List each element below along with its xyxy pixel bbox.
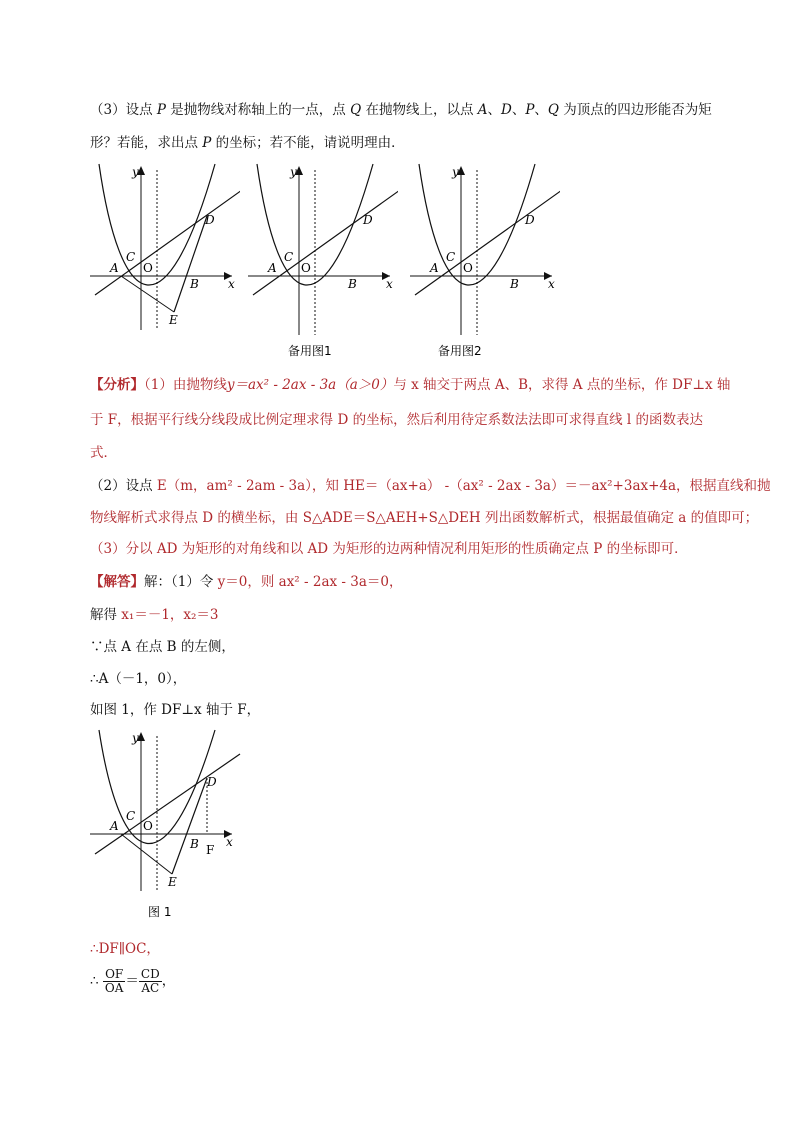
svg-text:y: y (290, 165, 297, 179)
analysis-line-3: 式． (90, 445, 117, 461)
caption-backup-1: 备用图1 (288, 344, 332, 358)
svg-text:D: D (363, 213, 373, 227)
analysis-line-6: （3）分以 AD 为矩形的对角线和以 AD 为矩形的边两种情况利用矩形的性质确定点 P 的坐标即可． (90, 541, 688, 557)
svg-text:x: x (386, 277, 393, 291)
caption-figure-1: 图 1 (148, 905, 172, 919)
svg-text:A: A (268, 261, 277, 275)
analysis-line-1: 【分析】（1）由抛物线y＝ax² - 2ax - 3a（a＞0）与 x 轴交于两点 A、B，求得 A 点的坐标，作 DF⊥x 轴 (90, 377, 731, 393)
svg-text:y: y (452, 165, 459, 179)
svg-text:C: C (446, 250, 456, 264)
solution-line-2: 解得 x₁＝－1，x₂＝3 (90, 607, 219, 623)
solution-line-7: ∴ $\frac{OF}{OA}$ ＝ $\frac{CD}{AC}$ ， (90, 967, 176, 995)
solution-line-3: ∵点 A 在点 B 的左侧， (90, 639, 235, 655)
solution-heading: 【解答】 (90, 574, 144, 590)
fraction-cd-ac: $\frac{CD}{AC}$ (140, 967, 160, 995)
figure-1 (90, 726, 250, 926)
point-d-label: D (205, 213, 215, 227)
analysis-heading: 【分析】 (90, 377, 144, 393)
svg-text:E: E (168, 875, 177, 889)
figure-backup-1 (248, 160, 398, 360)
svg-text:O: O (463, 261, 473, 275)
svg-text:x: x (226, 835, 233, 849)
point-a-label: A (110, 261, 119, 275)
analysis-line-4: （2）设点 E（m，am² - 2am - 3a），知 HE＝（ax+a） -（ax² - 2ax - 3a）＝－ax²+3ax+4a，根据直线和抛 (90, 478, 771, 494)
question-3-line-1: （3）设点 P 是抛物线对称轴上的一点，点 Q 在抛物线上，以点 A、D、P、Q 为顶点的四边形能否为矩 (90, 102, 712, 118)
y-axis-label: y (132, 165, 139, 179)
point-c-label: C (126, 250, 136, 264)
svg-text:y: y (132, 731, 139, 745)
svg-text:O: O (143, 819, 153, 833)
solution-line-4: ∴A（－1，0）， (90, 671, 187, 687)
caption-backup-2: 备用图2 (438, 344, 482, 358)
svg-text:B: B (190, 837, 199, 851)
analysis-line-2: 于 F，根据平行线分线段成比例定理求得 D 的坐标，然后利用待定系数法法即可求得直线 l 的函数表达 (90, 412, 703, 428)
solution-line-6: ∴DF∥OC， (90, 941, 160, 957)
svg-text:D: D (207, 775, 217, 789)
svg-text:C: C (284, 250, 294, 264)
x-axis-label: x (228, 277, 235, 291)
fraction-of-oa: $\frac{OF}{OA}$ (104, 967, 124, 995)
solution-line-5: 如图 1，作 DF⊥x 轴于 F， (90, 702, 261, 718)
point-f-label: F (206, 843, 215, 857)
svg-text:A: A (430, 261, 439, 275)
svg-text:O: O (301, 261, 311, 275)
point-b-label: B (190, 277, 199, 291)
origin-label: O (143, 261, 153, 275)
figure-backup-2 (410, 160, 560, 360)
svg-text:D: D (525, 213, 535, 227)
svg-text:B: B (510, 277, 519, 291)
point-e-label: E (169, 313, 178, 327)
svg-text:C: C (126, 809, 136, 823)
question-3-line-2: 形？若能，求出点 P 的坐标；若不能，请说明理由． (90, 135, 405, 151)
svg-text:B: B (348, 277, 357, 291)
svg-text:A: A (110, 819, 119, 833)
svg-text:x: x (548, 277, 555, 291)
solution-line-1: 【解答】解：（1）令 y＝0，则 ax² - 2ax - 3a＝0， (90, 574, 403, 590)
figure-main (90, 160, 240, 330)
analysis-line-5: 物线解析式求得点 D 的横坐标，由 S△ADE＝S△AEH+S△DEH 列出函数解析式，根据最值确定 a 的值即可； (90, 510, 759, 526)
